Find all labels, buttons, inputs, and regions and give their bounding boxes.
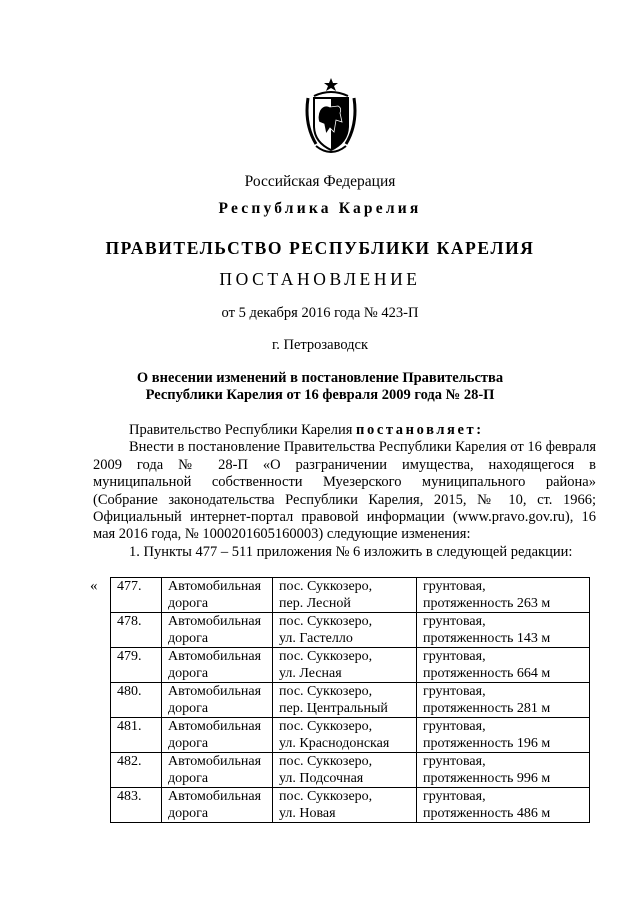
object-type: дорога bbox=[168, 596, 209, 611]
object-address: пос. Суккозеро, bbox=[279, 579, 373, 594]
object-description: грунтовая, bbox=[423, 789, 486, 804]
object-description: протяженность 281 м bbox=[423, 701, 551, 716]
object-address: ул. Подсочная bbox=[279, 771, 364, 786]
table-cell bbox=[162, 718, 273, 753]
table-cell bbox=[273, 683, 417, 718]
body-point-1: 1. Пункты 477 – 511 приложения № 6 изложить в следующей редакции: bbox=[129, 543, 573, 560]
object-description: грунтовая, bbox=[423, 719, 486, 734]
table-cell bbox=[111, 578, 162, 613]
object-description: грунтовая, bbox=[423, 684, 486, 699]
object-type: дорога bbox=[168, 806, 209, 821]
table-row bbox=[111, 578, 590, 613]
object-description: протяженность 664 м bbox=[423, 666, 551, 681]
object-address: пос. Суккозеро, bbox=[279, 789, 373, 804]
table-cell bbox=[111, 648, 162, 683]
table-cell bbox=[417, 718, 590, 753]
object-type: Автомобильная bbox=[168, 614, 262, 629]
lead-decree-word: постановляет: bbox=[356, 422, 484, 438]
object-description: грунтовая, bbox=[423, 649, 486, 664]
object-description: протяженность 143 м bbox=[423, 631, 551, 646]
object-address: пер. Центральный bbox=[279, 701, 388, 716]
subject-line-1: О внесении изменений в постановление Правительства bbox=[136, 370, 504, 386]
table-cell bbox=[417, 578, 590, 613]
table-cell bbox=[111, 753, 162, 788]
object-description: протяженность 996 м bbox=[423, 771, 551, 786]
row-number: 481. bbox=[117, 719, 142, 734]
table-row bbox=[111, 613, 590, 648]
country-name: Российская Федерация bbox=[244, 173, 396, 190]
table-cell bbox=[162, 578, 273, 613]
table-cell bbox=[162, 753, 273, 788]
object-address: ул. Краснодонская bbox=[279, 736, 390, 751]
object-type: дорога bbox=[168, 736, 209, 751]
document-subject bbox=[0, 370, 640, 404]
table-cell bbox=[417, 613, 590, 648]
object-address: пос. Суккозеро, bbox=[279, 754, 373, 769]
document-date: от 5 декабря 2016 года № 423-П bbox=[221, 305, 419, 321]
lead-text: Правительство Республики Карелия bbox=[129, 422, 357, 438]
table-cell bbox=[111, 718, 162, 753]
object-address: пос. Суккозеро, bbox=[279, 684, 373, 699]
object-type: Автомобильная bbox=[168, 649, 262, 664]
object-type: Автомобильная bbox=[168, 684, 262, 699]
table-cell bbox=[417, 788, 590, 823]
table-cell bbox=[417, 753, 590, 788]
table-cell bbox=[111, 683, 162, 718]
table-cell bbox=[273, 788, 417, 823]
document-type: ПОСТАНОВЛЕНИЕ bbox=[219, 269, 421, 289]
object-address: ул. Новая bbox=[279, 806, 336, 821]
object-description: грунтовая, bbox=[423, 754, 486, 769]
table-cell bbox=[162, 648, 273, 683]
table-row bbox=[111, 718, 590, 753]
body-lead bbox=[93, 422, 596, 439]
object-description: протяженность 196 м bbox=[423, 736, 551, 751]
object-type: дорога bbox=[168, 666, 209, 681]
object-description: протяженность 263 м bbox=[423, 596, 551, 611]
subject-line-2: Республики Карелия от 16 февраля 2009 года № 28-П bbox=[145, 387, 495, 403]
table-cell bbox=[273, 578, 417, 613]
table-cell bbox=[273, 648, 417, 683]
object-address: пос. Суккозеро, bbox=[279, 719, 373, 734]
row-number: 479. bbox=[117, 649, 142, 664]
table-row bbox=[111, 648, 590, 683]
table-row bbox=[111, 753, 590, 788]
row-number: 478. bbox=[117, 614, 142, 629]
government-title: ПРАВИТЕЛЬСТВО РЕСПУБЛИКИ КАРЕЛИЯ bbox=[105, 238, 535, 258]
table-cell bbox=[273, 753, 417, 788]
row-number: 480. bbox=[117, 684, 142, 699]
object-address: пер. Лесной bbox=[279, 596, 351, 611]
table-cell bbox=[417, 648, 590, 683]
table-row bbox=[111, 683, 590, 718]
object-type: Автомобильная bbox=[168, 754, 262, 769]
table-row bbox=[111, 788, 590, 823]
table-cell bbox=[273, 718, 417, 753]
object-address: пос. Суккозеро, bbox=[279, 649, 373, 664]
body-paragraph: Внести в постановление Правительства Республики Карелия от 16 февраля 2009 года № 28-П «О разграничении имущества, находящегося в муниципальной собственности Муезерского муниципального района» (Собрание законодательства Республики Карелия, 2015, № 10, ст. 1966; Официальный интернет-портал правовой информации (www.pravo.gov.ru), 16 мая 2016 года, № 1000201605160003) следующие изменения: bbox=[93, 439, 596, 543]
document-city: г. Петрозаводск bbox=[271, 337, 369, 353]
row-number: 482. bbox=[117, 754, 142, 769]
object-type: дорога bbox=[168, 701, 209, 716]
object-description: грунтовая, bbox=[423, 579, 486, 594]
object-description: протяженность 486 м bbox=[423, 806, 551, 821]
table-cell bbox=[111, 788, 162, 823]
table-cell bbox=[162, 683, 273, 718]
property-table bbox=[110, 577, 590, 823]
object-type: Автомобильная bbox=[168, 719, 262, 734]
object-type: Автомобильная bbox=[168, 579, 262, 594]
table-cell bbox=[111, 613, 162, 648]
table-cell bbox=[162, 613, 273, 648]
object-address: ул. Лесная bbox=[279, 666, 342, 681]
object-description: грунтовая, bbox=[423, 614, 486, 629]
table-cell bbox=[273, 613, 417, 648]
object-type: дорога bbox=[168, 771, 209, 786]
table-cell bbox=[162, 788, 273, 823]
object-type: дорога bbox=[168, 631, 209, 646]
object-address: пос. Суккозеро, bbox=[279, 614, 373, 629]
row-number: 477. bbox=[117, 579, 142, 594]
opening-quote: « bbox=[90, 578, 98, 594]
object-type: Автомобильная bbox=[168, 789, 262, 804]
table-cell bbox=[417, 683, 590, 718]
row-number: 483. bbox=[117, 789, 142, 804]
coat-of-arms-icon bbox=[302, 76, 360, 158]
republic-name: Республика Карелия bbox=[218, 200, 422, 217]
document-body bbox=[93, 422, 596, 561]
object-address: ул. Гастелло bbox=[279, 631, 353, 646]
